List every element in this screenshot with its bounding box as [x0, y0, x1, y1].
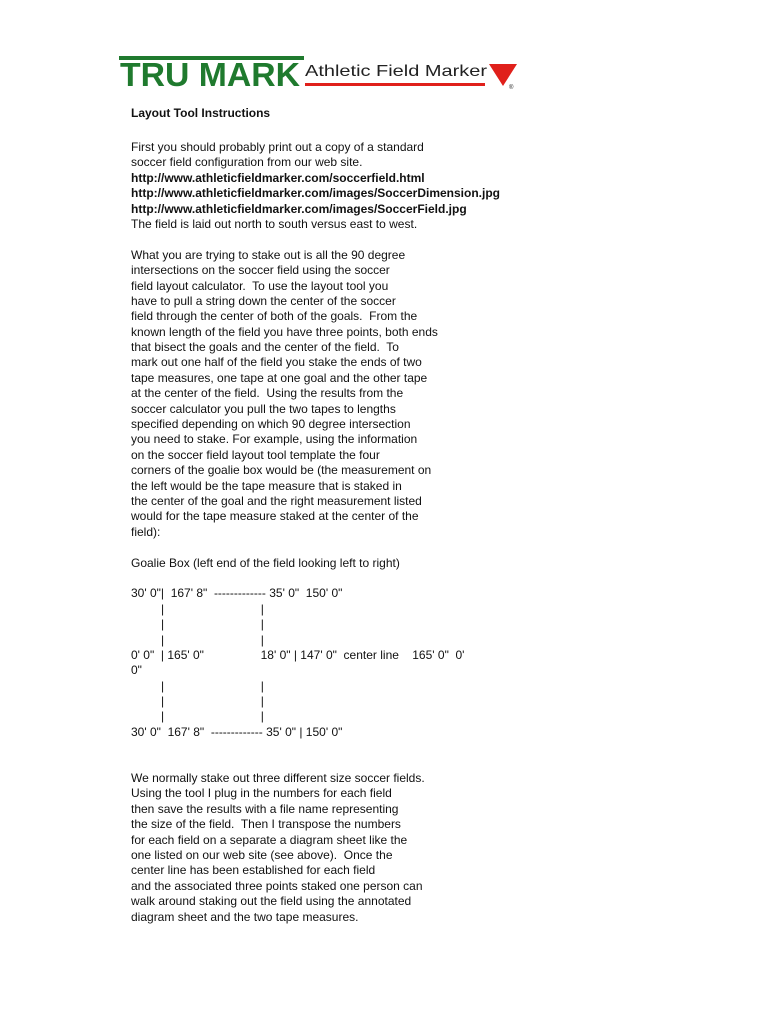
logo-brand: TRU MARK	[120, 56, 301, 90]
diagram-line: | |	[131, 601, 264, 616]
diagram-line: | |	[131, 678, 264, 693]
paragraph-line: corners of the goalie box would be (the measurement on	[131, 463, 432, 478]
goalie-box-diagram	[131, 586, 731, 740]
paragraph-line: field through the center of both of the goals. From the	[131, 309, 418, 324]
paragraph-line: have to pull a string down the center of the soccer	[131, 293, 396, 308]
paragraph-line: center line has been established for each field	[131, 863, 376, 878]
diagram-line: | |	[131, 632, 264, 647]
intro-line: http://www.athleticfieldmarker.com/soccerfield.html	[131, 170, 425, 185]
logo-registered-mark: ®	[509, 85, 514, 90]
diagram-line: 0' 0" | 165' 0" 18' 0" | 147' 0" center line 165' 0" 0'	[131, 647, 465, 662]
intro-line: http://www.athleticfieldmarker.com/images/SoccerDimension.jpg	[131, 186, 500, 201]
intro-line: http://www.athleticfieldmarker.com/images/SoccerField.jpg	[131, 201, 467, 216]
intro-line: First you should probably print out a copy of a standard	[131, 140, 424, 154]
diagram-line: | |	[131, 694, 264, 709]
paragraph-line: soccer calculator you pull the two tapes to lengths	[131, 401, 396, 416]
logo-red-underline	[305, 83, 485, 86]
paragraph-line: field):	[131, 524, 161, 539]
instructions-paragraph	[131, 248, 731, 540]
paragraph-line: the center of the goal and the right measurement listed	[131, 493, 422, 508]
paragraph-line: We normally stake out three different size soccer fields.	[131, 771, 425, 786]
paragraph-line: specified depending on which 90 degree intersection	[131, 417, 411, 432]
paragraph-line: you need to stake. For example, using the information	[131, 432, 418, 447]
paragraph-line: on the soccer field layout tool template the four	[131, 447, 380, 462]
logo-red-triangle	[489, 64, 517, 86]
intro-line: The field is laid out north to south versus east to west.	[131, 216, 418, 231]
tru-mark-logo	[119, 54, 519, 90]
paragraph-line: diagram sheet and the two tape measures.	[131, 909, 359, 924]
paragraph-line: one listed on our web site (see above). Once the	[131, 847, 393, 862]
paragraph-line: field layout calculator. To use the layout tool you	[131, 278, 389, 293]
logo-tagline: Athletic Field Marker	[305, 63, 488, 80]
paragraph-line: Using the tool I plug in the numbers for each field	[131, 786, 392, 801]
diagram-line: 30' 0" 167' 8" ------------- 35' 0" | 150' 0"	[131, 724, 343, 739]
paragraph-line: for each field on a separate a diagram sheet like the	[131, 832, 408, 847]
diagram-line: | |	[131, 617, 264, 632]
paragraph-line: tape measures, one tape at one goal and the other tape	[131, 370, 428, 385]
intro-paragraph	[131, 140, 731, 232]
paragraph-line: the left would be the tape measure that is staked in	[131, 478, 402, 493]
document-body	[131, 104, 731, 925]
paragraph-line: known length of the field you have three points, both ends	[131, 324, 438, 339]
paragraph-line: at the center of the field. Using the results from the	[131, 386, 404, 401]
paragraph-line: that bisect the goals and the center of the field. To	[131, 340, 399, 355]
paragraph-line: mark out one half of the field you stake the ends of two	[131, 355, 422, 370]
paragraph-line: intersections on the soccer field using the soccer	[131, 263, 390, 278]
paragraph-line: would for the tape measure staked at the center of the	[131, 509, 419, 524]
paragraph-line: then save the results with a file name representing	[131, 801, 399, 816]
paragraph-line: What you are trying to stake out is all the 90 degree	[131, 247, 406, 262]
document-title: Layout Tool Instructions	[131, 106, 271, 120]
diagram-line: | |	[131, 709, 264, 724]
paragraph-line: and the associated three points staked one person can	[131, 878, 423, 893]
paragraph-line: the size of the field. Then I transpose the numbers	[131, 817, 401, 832]
paragraph-line: walk around staking out the field using the annotated	[131, 894, 412, 909]
intro-line: soccer field configuration from our web site.	[131, 155, 363, 170]
diagram-line: 0"	[131, 663, 142, 678]
closing-paragraph	[131, 771, 731, 925]
diagram-line: 30' 0"| 167' 8" ------------- 35' 0" 150' 0"	[131, 586, 343, 601]
goalie-box-heading: Goalie Box (left end of the field looking left to right)	[131, 555, 400, 570]
